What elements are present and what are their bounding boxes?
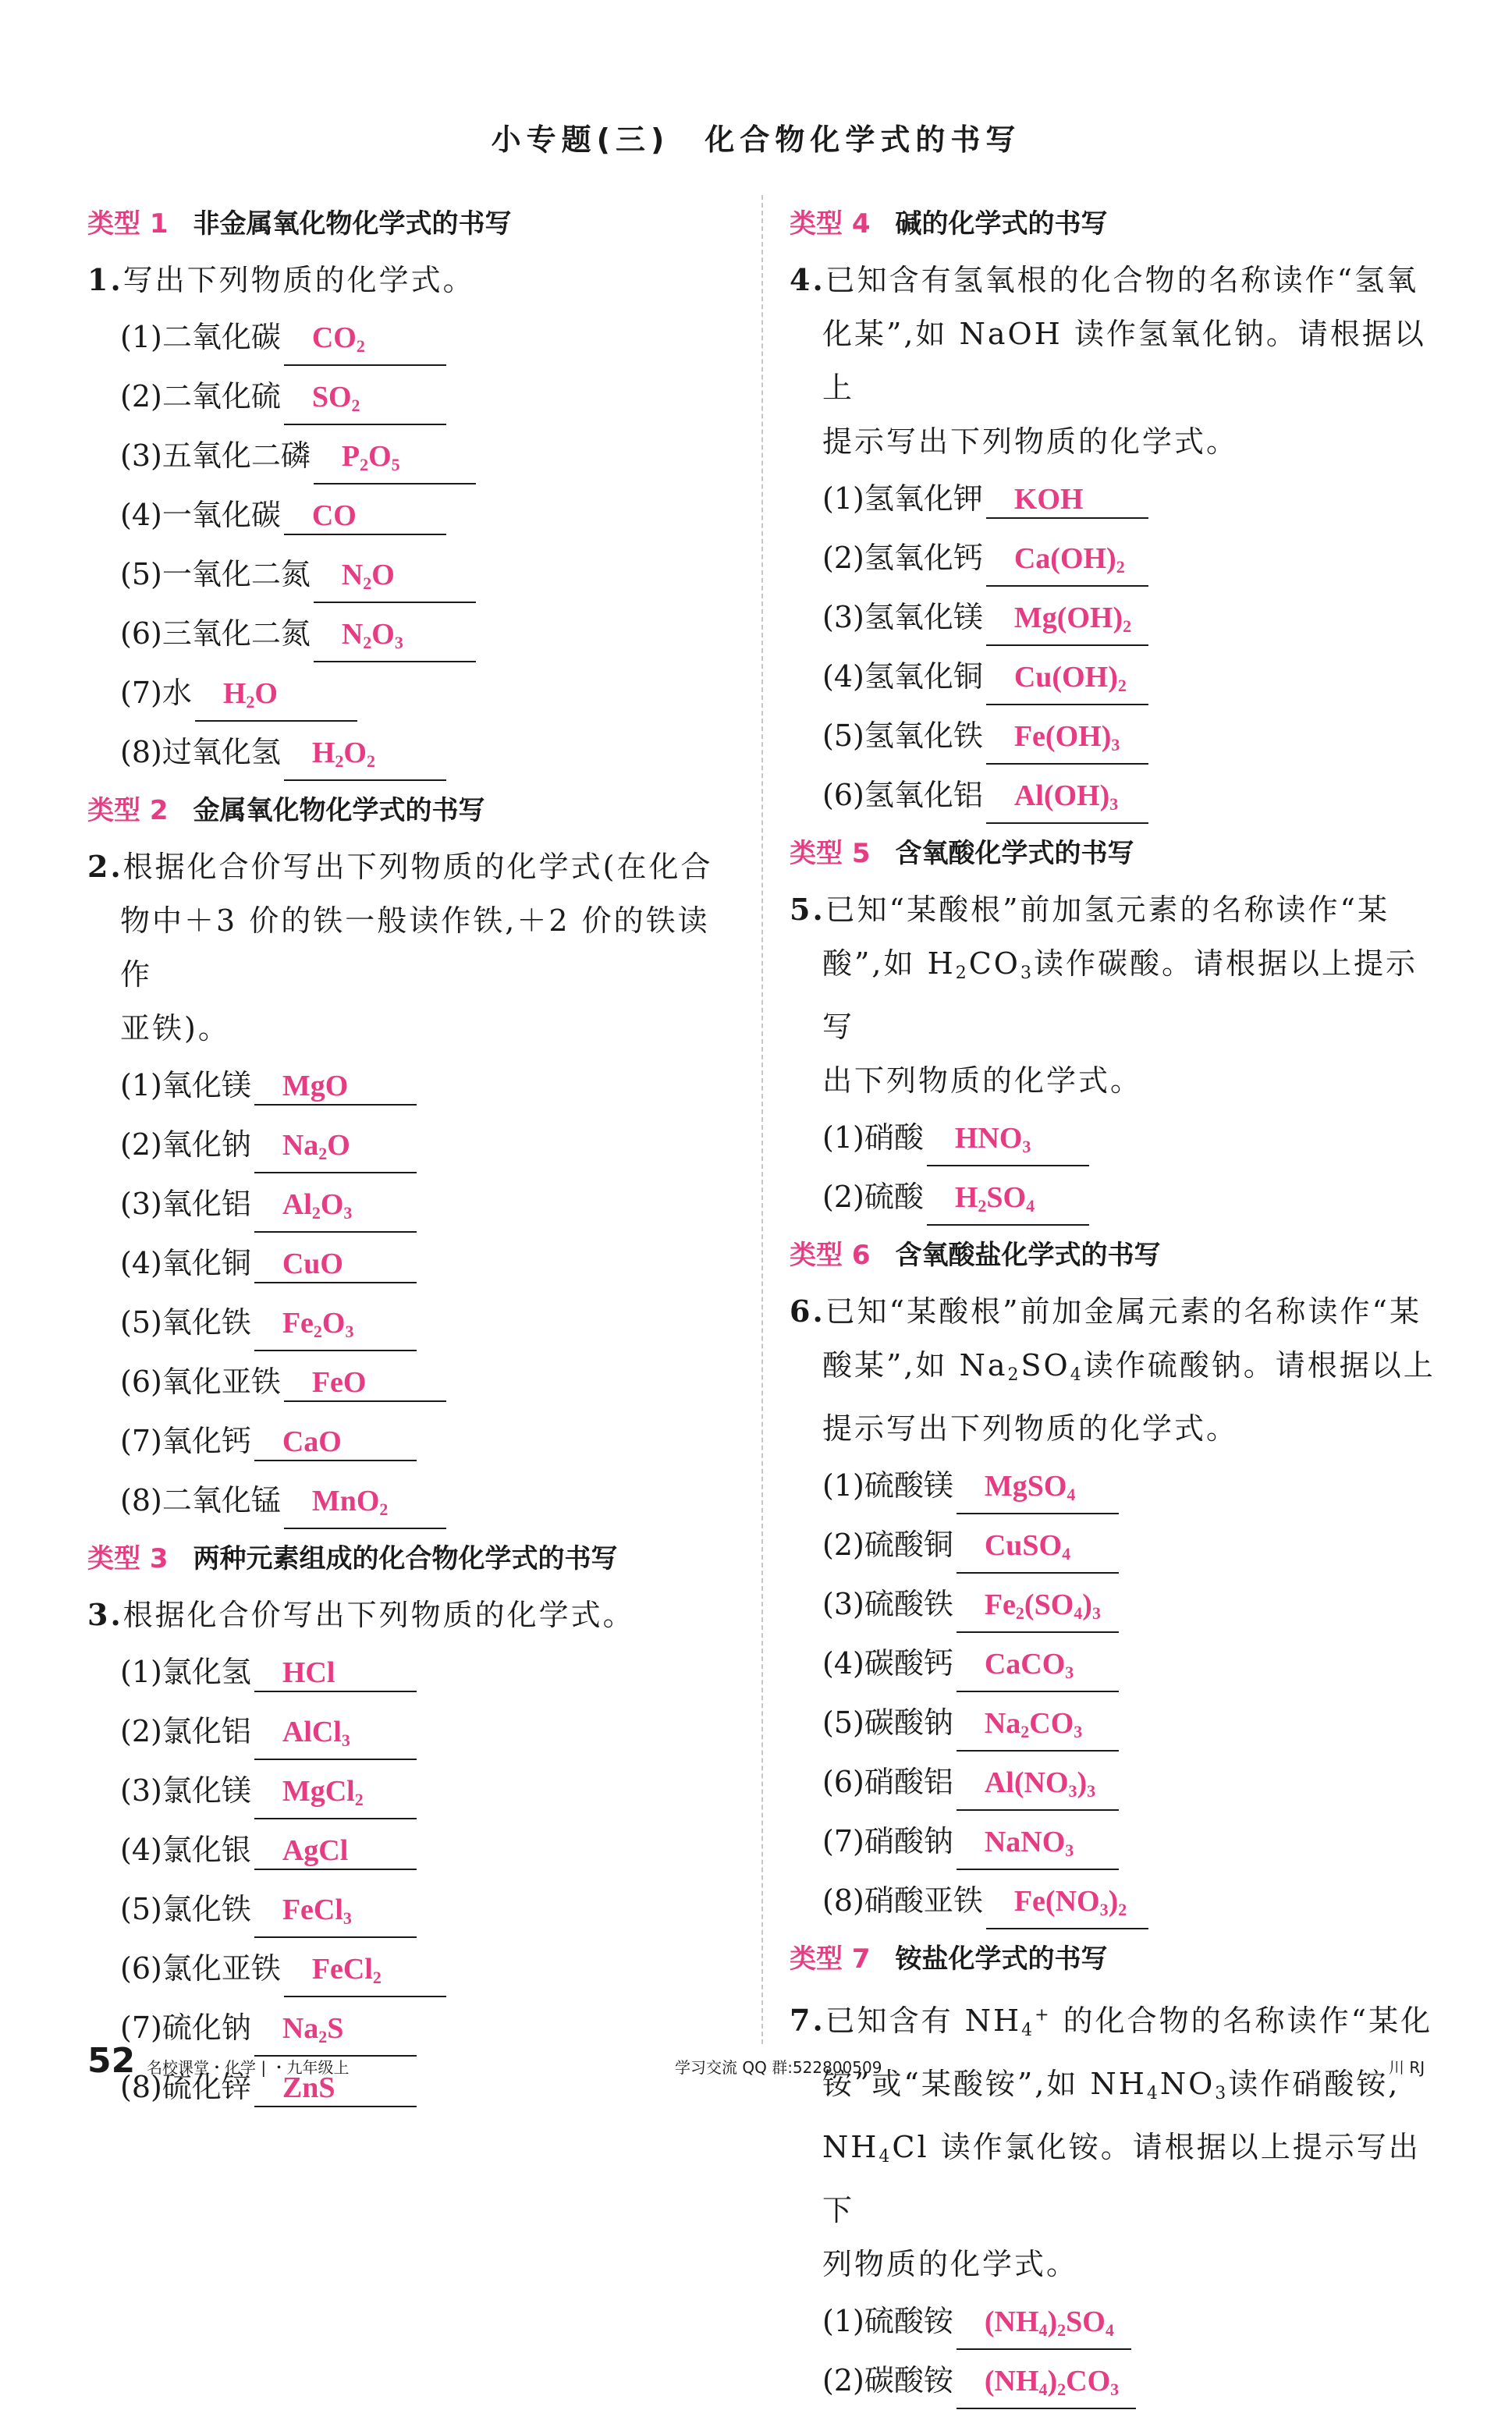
answer-blank	[284, 734, 446, 781]
section-heading	[790, 195, 1437, 253]
footer-edition: 川 RJ	[1389, 2058, 1425, 2077]
fill-in-item	[87, 1702, 735, 1761]
section-type-label: 类型 4	[790, 208, 871, 240]
fill-in-item	[790, 2351, 1437, 2410]
answer-blank	[314, 556, 476, 603]
answer-blank	[314, 616, 476, 662]
section-heading	[87, 782, 735, 839]
item-label: 硝酸铝	[864, 1765, 953, 1799]
answer-blank	[254, 1773, 417, 1819]
item-label: 氧化铝	[161, 1187, 251, 1221]
question-prompt-text: 物中＋3 价的铁一般读作铁,＋2 价的铁读作	[120, 903, 710, 992]
section-title: 含氧酸化学式的书写	[895, 838, 1134, 869]
fill-in-item	[87, 367, 735, 426]
item-label: 三氧化二氮	[161, 616, 311, 651]
fill-in-item	[87, 426, 735, 485]
fill-in-item	[87, 1233, 735, 1293]
question-prompt-text: 已知“某酸根”前加氢元素的名称读作“某	[825, 893, 1390, 927]
question-prompt-text: 化某”,如 NaOH 读作氢氧化钠。请根据以上	[822, 317, 1426, 405]
fill-in-item	[790, 2291, 1437, 2351]
item-label: 氧化钠	[161, 1127, 251, 1162]
answer-blank	[254, 1304, 417, 1351]
section-title: 铵盐化学式的书写	[895, 1943, 1108, 1975]
fill-in-item	[87, 1642, 735, 1702]
fill-in-item	[87, 1115, 735, 1174]
answer-formula: MnO$_2$	[311, 1485, 389, 1519]
item-number: (1)	[822, 2303, 864, 2338]
item-label: 硫酸铁	[864, 1587, 953, 1621]
answer-blank	[284, 1950, 446, 1997]
answer-formula: AgCl	[282, 1834, 349, 1867]
section-type-label: 类型 1	[87, 208, 169, 240]
item-label: 氧化亚铁	[161, 1365, 281, 1399]
answer-formula: CaO	[282, 1425, 342, 1458]
answer-blank	[957, 1823, 1119, 1870]
answer-formula: $P_2O_5$	[341, 440, 400, 474]
question-number: 5.	[790, 892, 825, 927]
fill-in-item	[790, 1108, 1437, 1167]
answer-formula: MgSO$_4$	[984, 1470, 1076, 1504]
item-label: 氢氧化钙	[864, 541, 983, 575]
item-label: 氯化铝	[161, 1714, 251, 1748]
item-label: 水	[161, 676, 192, 710]
answer-blank	[957, 2303, 1131, 2350]
question-prompt	[790, 253, 1437, 307]
item-label: 碳酸钠	[864, 1705, 953, 1740]
item-number: (2)	[120, 1714, 162, 1748]
section-heading	[790, 1226, 1437, 1284]
answer-blank	[986, 481, 1148, 519]
question-prompt-text: 根据化合价写出下列物质的化学式。	[122, 1598, 635, 1632]
question-prompt-text: 出下列物质的化学式。	[822, 1063, 1143, 1098]
item-number: (5)	[822, 1705, 864, 1740]
item-number: (2)	[822, 1528, 864, 1562]
item-number: (1)	[120, 1068, 162, 1102]
item-number: (1)	[822, 1468, 864, 1503]
question-prompt	[790, 415, 1437, 469]
answer-formula: $Na_2O$	[282, 1129, 350, 1163]
item-label: 二氧化碳	[161, 320, 281, 354]
question-prompt	[87, 1588, 735, 1642]
fill-in-item	[87, 1056, 735, 1115]
question-prompt	[87, 839, 735, 894]
fill-in-item	[87, 663, 735, 722]
item-number: (2)	[822, 1180, 864, 1214]
item-number: (1)	[822, 481, 864, 516]
answer-blank	[957, 1527, 1119, 1574]
item-label: 氧化铜	[161, 1246, 251, 1280]
answer-blank	[284, 319, 446, 366]
answer-formula: FeCl$_3$	[282, 1894, 352, 1928]
item-number: (3)	[120, 1773, 162, 1808]
item-number: (5)	[120, 1892, 162, 1926]
fill-in-item	[87, 1411, 735, 1471]
answer-formula: $Cu(OH)_2$	[1013, 661, 1127, 695]
item-label: 五氧化二磷	[161, 438, 311, 473]
item-number: (1)	[822, 1120, 864, 1155]
item-label: 硫酸铜	[864, 1528, 953, 1562]
answer-formula: $N_2O_3$	[341, 618, 403, 652]
item-number: (4)	[120, 498, 162, 532]
item-label: 硫化钠	[161, 2011, 251, 2045]
item-label: 硫酸	[864, 1180, 924, 1214]
question-prompt	[790, 1402, 1437, 1456]
item-label: 硝酸钠	[864, 1824, 953, 1858]
item-number: (6)	[822, 1765, 864, 1799]
footer	[0, 2041, 1512, 2088]
left-column	[87, 195, 735, 2117]
item-number: (4)	[822, 1646, 864, 1681]
item-label: 硝酸亚铁	[864, 1883, 983, 1918]
item-label: 碳酸铵	[864, 2362, 953, 2398]
answer-blank	[986, 718, 1148, 765]
item-number: (4)	[120, 1833, 162, 1867]
item-label: 氧化钙	[161, 1424, 251, 1458]
answer-formula: FeO	[311, 1366, 367, 1399]
answer-blank	[927, 1179, 1089, 1226]
answer-blank	[254, 1186, 417, 1233]
item-label: 硝酸	[864, 1120, 924, 1155]
page-title: 小专题(三) 化合物化学式的书写	[491, 122, 1021, 157]
item-label: 二氧化硫	[161, 379, 281, 413]
answer-blank	[254, 1832, 417, 1870]
answer-formula: $Mg(OH)_2$	[1013, 602, 1132, 636]
item-label: 氢氧化镁	[864, 600, 983, 634]
item-number: (2)	[120, 379, 162, 413]
section-type-label: 类型 2	[87, 795, 169, 826]
answer-formula: $Fe_2(SO_4)_3$	[984, 1588, 1101, 1623]
item-label: 过氧化氢	[161, 735, 281, 769]
fill-in-item	[87, 1939, 735, 1998]
item-number: (7)	[822, 1824, 864, 1858]
question-prompt	[790, 2121, 1437, 2238]
column-divider	[761, 195, 763, 2044]
answer-formula: $Al_2O_3$	[282, 1188, 353, 1223]
question-prompt	[790, 1284, 1437, 1339]
answer-formula: $H_2O_2$	[311, 736, 375, 771]
answer-blank	[957, 1468, 1119, 1514]
answer-formula: $SO_2$	[311, 381, 360, 415]
fill-in-item	[790, 528, 1437, 587]
item-number: (1)	[120, 320, 162, 354]
item-number: (2)	[120, 1127, 162, 1162]
item-number: (3)	[120, 438, 162, 473]
answer-blank	[927, 1120, 1089, 1166]
answer-formula: $Al(NO_3)_3$	[984, 1766, 1096, 1801]
question-prompt	[87, 894, 735, 1002]
item-number: (8)	[822, 1883, 864, 1918]
item-number: (8)	[120, 735, 162, 769]
item-number: (6)	[822, 778, 864, 812]
answer-blank	[254, 1245, 417, 1283]
answer-formula: $Ca(OH)_2$	[1013, 542, 1125, 577]
question-number: 2.	[87, 849, 123, 884]
fill-in-item	[790, 1515, 1437, 1574]
question-prompt-text: 提示写出下列物质的化学式。	[822, 424, 1239, 459]
answer-formula: ZnS	[282, 2071, 335, 2104]
answer-blank	[254, 1067, 417, 1106]
answer-formula: $H_2SO_4$	[954, 1181, 1035, 1216]
item-number: (6)	[120, 616, 162, 651]
item-label: 氧化镁	[161, 1068, 251, 1102]
item-label: 硫酸镁	[864, 1468, 953, 1503]
question-number: 4.	[790, 262, 825, 297]
item-number: (7)	[120, 676, 162, 710]
question-prompt	[87, 1002, 735, 1056]
fill-in-item	[87, 1471, 735, 1530]
page-number: 52	[87, 2041, 136, 2081]
fill-in-item	[790, 1574, 1437, 1634]
item-number: (5)	[822, 719, 864, 753]
question-prompt-text: 酸”,如 $H_2CO_3$读作碳酸。请根据以上提示写	[822, 946, 1418, 1044]
answer-formula: NaNO$_3$	[984, 1826, 1074, 1860]
fill-in-item	[790, 1812, 1437, 1871]
answer-blank	[957, 1764, 1119, 1811]
section-type-label: 类型 6	[790, 1240, 871, 1271]
fill-in-item	[790, 1752, 1437, 1812]
fill-in-item	[790, 706, 1437, 765]
fill-in-item	[87, 1761, 735, 1820]
answer-formula: $Fe(OH)_3$	[1013, 720, 1120, 754]
section-title: 非金属氧化物化学式的书写	[193, 208, 512, 240]
question-prompt	[790, 882, 1437, 937]
answer-blank	[284, 497, 446, 535]
answer-blank	[254, 1423, 417, 1461]
question-prompt-text: 亚铁)。	[120, 1011, 230, 1045]
item-number: (3)	[120, 1187, 162, 1221]
answer-formula: MgO	[282, 1070, 349, 1102]
answer-formula: $(NH_4)_2CO_3$	[984, 2364, 1120, 2399]
fill-in-item	[87, 1820, 735, 1879]
answer-blank	[957, 1645, 1119, 1692]
answer-blank	[986, 658, 1148, 705]
section-title: 金属氧化物化学式的书写	[193, 795, 485, 826]
fill-in-item	[87, 722, 735, 782]
item-label: 氢氧化铜	[864, 659, 983, 694]
section-heading	[790, 1930, 1437, 1988]
question-prompt	[790, 307, 1437, 415]
item-label: 氢氧化钾	[864, 481, 983, 516]
question-prompt	[790, 1054, 1437, 1108]
question-prompt-text: $NH_4Cl$ 读作氯化铵。请根据以上提示写出下	[822, 2129, 1421, 2227]
item-label: 氧化铁	[161, 1305, 251, 1340]
answer-blank	[986, 777, 1148, 824]
fill-in-item	[790, 1456, 1437, 1515]
fill-in-item	[87, 545, 735, 604]
answer-blank	[986, 1883, 1148, 1929]
answer-formula: CO	[311, 499, 357, 532]
item-label: 氢氧化铁	[864, 719, 983, 753]
answer-formula: $Na_2S$	[282, 2012, 344, 2046]
section-title: 两种元素组成的化合物化学式的书写	[193, 1543, 618, 1574]
item-number: (5)	[120, 1305, 162, 1340]
answer-blank	[957, 1705, 1119, 1752]
section-heading	[790, 825, 1437, 882]
answer-formula: MgCl$_2$	[282, 1775, 364, 1809]
section-heading	[87, 195, 735, 253]
answer-formula: $CO_2$	[311, 321, 365, 356]
item-label: 氯化银	[161, 1833, 251, 1867]
answer-blank	[957, 2362, 1136, 2409]
item-number: (4)	[822, 659, 864, 694]
answer-formula: $HNO_3$	[954, 1122, 1031, 1156]
item-label: 一氧化二氮	[161, 557, 311, 591]
question-number: 6.	[790, 1294, 825, 1329]
answer-blank	[986, 540, 1148, 587]
answer-formula: $H_2O$	[222, 677, 278, 712]
fill-in-item	[87, 485, 735, 545]
fill-in-item	[790, 1871, 1437, 1930]
question-prompt	[87, 253, 735, 307]
footer-qq-group: 学习交流 QQ 群:522800509	[675, 2058, 882, 2077]
answer-blank	[284, 1482, 446, 1529]
item-number: (3)	[822, 600, 864, 634]
answer-formula: $Fe(NO_3)_2$	[1013, 1885, 1127, 1919]
item-number: (5)	[120, 557, 162, 591]
item-number: (7)	[120, 2011, 162, 2045]
item-label: 硫化锌	[161, 2070, 251, 2104]
answer-blank	[254, 1713, 417, 1760]
item-number: (8)	[120, 1483, 162, 1517]
answer-formula: $(NH_4)_2SO_4$	[984, 2305, 1114, 2340]
section-type-label: 类型 7	[790, 1943, 871, 1975]
item-label: 氢氧化铝	[864, 778, 983, 812]
question-prompt-text: 铵”或“某酸铵”,如 $NH_4NO_3$读作硝酸铵,	[822, 2066, 1400, 2103]
fill-in-item	[87, 1879, 735, 1939]
fill-in-item	[790, 587, 1437, 647]
answer-blank	[284, 378, 446, 425]
fill-in-item	[87, 1174, 735, 1233]
answer-formula: $Na_2CO_3$	[984, 1707, 1083, 1741]
question-prompt-text: 已知含有氢氧根的化合物的名称读作“氢氧	[825, 263, 1419, 297]
fill-in-item	[87, 307, 735, 367]
question-number: 7.	[790, 2002, 825, 2038]
answer-formula: FeCl$_2$	[311, 1953, 382, 1987]
answer-formula: $Al(OH)_3$	[1013, 779, 1119, 814]
item-number: (6)	[120, 1951, 162, 1986]
answer-blank	[195, 675, 357, 722]
question-prompt-text: 列物质的化学式。	[822, 2246, 1079, 2281]
answer-formula: AlCl$_3$	[282, 1716, 350, 1750]
answer-formula: $N_2O$	[341, 559, 395, 593]
item-number: (2)	[822, 541, 864, 575]
item-number: (1)	[120, 1655, 162, 1689]
fill-in-item	[87, 1293, 735, 1352]
question-prompt	[790, 2238, 1437, 2291]
item-label: 氯化亚铁	[161, 1951, 281, 1986]
question-prompt-text: 酸某”,如 $Na_2SO_4$读作硫酸钠。请根据以上	[822, 1348, 1436, 1385]
question-prompt-text: 已知“某酸根”前加金属元素的名称读作“某	[825, 1294, 1421, 1329]
item-number: (2)	[822, 2362, 864, 2398]
section-heading	[87, 1530, 735, 1588]
answer-blank	[254, 1127, 417, 1173]
question-prompt	[790, 937, 1437, 1054]
fill-in-item	[790, 1167, 1437, 1226]
fill-in-item	[790, 1634, 1437, 1693]
fill-in-item	[790, 647, 1437, 706]
question-prompt	[790, 1339, 1437, 1402]
answer-formula: CuO	[282, 1248, 343, 1280]
question-prompt-text: 已知含有 $NH_4^+$ 的化合物的名称读作“某化	[825, 2003, 1433, 2040]
answer-blank	[254, 1891, 417, 1938]
answer-blank	[254, 1654, 417, 1692]
question-prompt-text: 根据化合价写出下列物质的化学式(在化合	[122, 850, 713, 884]
section-type-label: 类型 3	[87, 1543, 169, 1574]
section-title: 碱的化学式的书写	[895, 208, 1108, 240]
fill-in-item	[790, 1693, 1437, 1752]
item-label: 氯化镁	[161, 1773, 251, 1808]
section-type-label: 类型 5	[790, 838, 871, 869]
fill-in-item	[87, 1352, 735, 1411]
fill-in-item	[87, 604, 735, 663]
item-label: 氯化铁	[161, 1892, 251, 1926]
answer-blank	[957, 1586, 1119, 1633]
item-number: (7)	[120, 1424, 162, 1458]
footer-book-title: 名校课堂・化学 | ・九年级上	[147, 2058, 350, 2077]
answer-formula: HCl	[282, 1656, 335, 1689]
item-label: 一氧化碳	[161, 498, 281, 532]
answer-formula: CuSO$_4$	[984, 1529, 1071, 1563]
question-prompt-text: 提示写出下列物质的化学式。	[822, 1411, 1239, 1446]
question-number: 1.	[87, 262, 123, 297]
item-number: (3)	[822, 1587, 864, 1621]
item-label: 硫酸铵	[864, 2303, 953, 2338]
item-number: (4)	[120, 1246, 162, 1280]
answer-blank	[986, 599, 1148, 646]
question-prompt-text: 写出下列物质的化学式。	[122, 263, 475, 297]
fill-in-item	[790, 765, 1437, 825]
item-label: 碳酸钙	[864, 1646, 953, 1681]
item-label: 二氧化锰	[161, 1483, 281, 1517]
item-label: 氯化氢	[161, 1655, 251, 1689]
item-number: (8)	[120, 2070, 162, 2104]
answer-blank	[284, 1364, 446, 1402]
item-number: (6)	[120, 1365, 162, 1399]
answer-blank	[314, 438, 476, 484]
question-number: 3.	[87, 1597, 123, 1632]
answer-formula: CaCO$_3$	[984, 1648, 1074, 1682]
answer-formula: $Fe_2O_3$	[282, 1307, 354, 1341]
answer-formula: KOH	[1013, 483, 1084, 516]
fill-in-item	[790, 469, 1437, 528]
section-title: 含氧酸盐化学式的书写	[895, 1240, 1161, 1271]
